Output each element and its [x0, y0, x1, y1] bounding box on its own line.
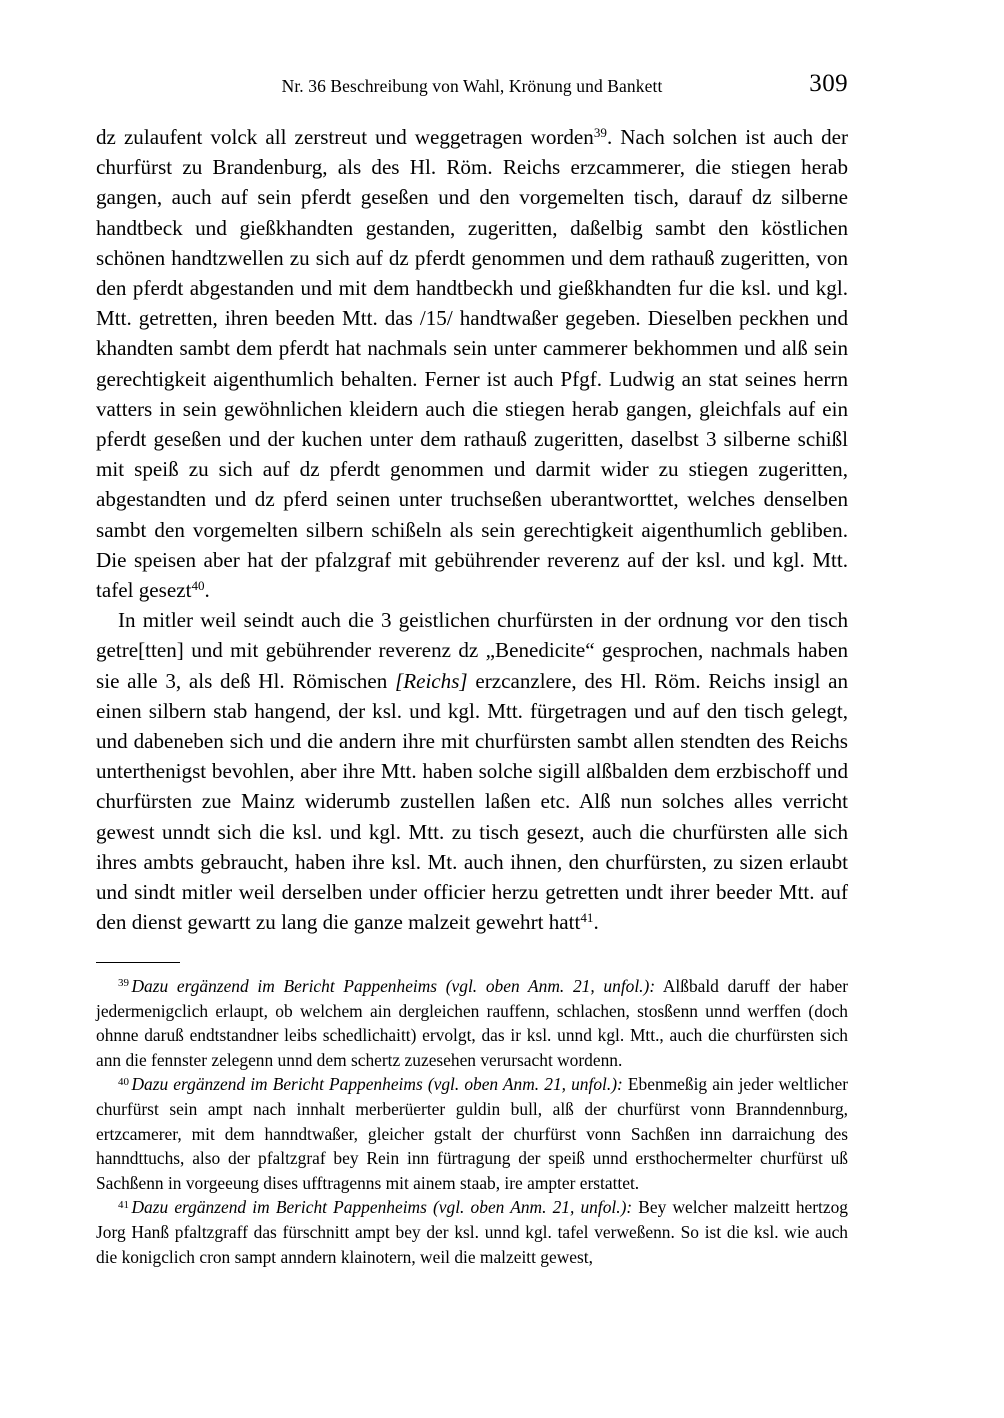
running-head-title: Nr. 36 Beschreibung von Wahl, Krönung und Bankett	[281, 76, 663, 96]
paragraph-2-text-c: .	[593, 910, 599, 935]
page-content	[96, 70, 849, 937]
paragraph-2-text-a: In mitler weil seindt auch die 3 geistlichen churfürsten in der ordnung vor den tisch getre[tten] und mit gebührender reverenz dz „Benedicite“ gesprochen, nachmals haben sie alle 3, als deß Hl. Römischen	[96, 608, 848, 693]
footnote-number-40[interactable]: 40	[118, 1075, 129, 1088]
footnote-39-source: Dazu ergänzend im Bericht Pappenheims (vgl. oben Anm. 21, unfol.):	[131, 976, 656, 996]
footnote-39-text: Alßbald daruff der haber jedermenigclich erlaupt, ob welchem ain dergleichen rauffenn, schlachen, stosßenn unnd werffen (doch ohnne daruß endtstandner leibs schedlichaitt) ervolgt, das ir ksl. unnd kgl. Mtt., auch die churfürsten sich ann die fennster zelegenn unnd dem schertz zuzesehen verursacht wordenn.	[96, 976, 848, 1070]
footnote-40-text: Ebenmeßig ain jeder weltlicher churfürst sein ampt nach innhalt merberüerter guldin bull, alß der churfürst vonn Branndennburg, ertzcamerer, mit dem hanndtwaßer, gleicher gstalt der churfürst vonn Sachßen inn darraichung des hanndttuchs, also der pfaltzgraf bey Rein inn fürtragung der speiß unnd ersthochermelter churfürst uß Sachßenn in vorgeeung dises ufftragenns mit ainem staab, ire ampter erstattet.	[96, 1074, 848, 1193]
footnote-reference-40[interactable]: 40	[191, 578, 205, 594]
paragraph-2-text-b: erzcanzlere, des Hl. Röm. Reichs insigl an einen silbern stab hangend, der ksl. und kgl. Mtt. fürgetragen und auf den tisch gelegt, und dabeneben sich und die andern ihre mit churfürsten sambt allen stendten des Reichs unterthenigst bevohlen, aber ihre Mtt. haben solche sigill alßbalden dem erzbischoff und churfürsten zue Mainz widerumb zustellen laßen etc. Alß nun solches alles verricht gewest unndt sich die ksl. und kgl. Mtt. zu tisch gesezt, auch die churfürsten alle sich ihres ambts gebraucht, haben ihre ksl. Mt. auch ihnen, den churfürsten, zu sizen erlaubt und sindt mitler weil derselben under officier herzu getretten undt ihrer beeder Mtt. auf den dienst gewartt zu lang die ganze malzeit gewehrt hatt	[96, 668, 849, 935]
editorial-insertion-reichs: [Reichs]	[394, 668, 468, 693]
footnote-41-source: Dazu ergänzend im Bericht Pappenheims (vgl. oben Anm. 21, unfol.):	[131, 1197, 633, 1218]
paragraph-1-text-b: . Nach solchen ist auch der churfürst zu Brandenburg, als des Hl. Röm. Reichs erzcammerer, die stiegen herab gangen, auch auf sein pferdt geseßen und den vorgemelten tisch, darauf dz silberne handtbeck und gießkhandten gestanden, zugeritten, daßelbig sambt den köstlichen schönen handtzwellen zu sich auf dz pferdt genommen und dem rathauß zugeritten, von den pferdt abgestanden und mit dem handtbeckh und gießkhandten fur die ksl. und kgl. Mtt. getretten, ihren beeden Mtt. das /15/ handtwaßer gegeben. Dieselben peckhen und khandten sambt dem pferdt hat nachmals sein unter cammerer bekhommen und alß sein gerechtigkeit aigenthumlich behalten. Ferner ist auch Pfgf. Ludwig an stat seines herrn vatters in sein gewöhnlichen kleidern auch die stiegen herab gangen, gleichfals auf ein pferdt geseßen und der kuchen unter dem rathauß zugeritten, daselbst 3 silberne schißl mit speiß zu sich auf dz pferdt genommen und darmit wider zu stiegen zugeritten, abgestandten und dz pferd seinen unter truchseßen uberantworttet, welches denselben sambt den vorgemelten silbern schißeln als sein gerechtigkeit aigenthumlich gebliben. Die speisen aber hat der pfalzgraf mit gebührender reverenz auf der ksl. und kgl. Mtt. tafel gesezt	[96, 125, 849, 603]
paragraph-2	[96, 605, 848, 937]
footnote-number-41[interactable]: 41	[118, 1198, 129, 1211]
body-text	[96, 122, 848, 937]
footnote-40	[96, 1072, 848, 1195]
footnote-number-39[interactable]: 39	[118, 977, 129, 990]
running-header	[96, 70, 848, 108]
footnote-reference-41[interactable]: 41	[580, 910, 594, 926]
page-number: 309	[809, 70, 848, 97]
footnote-39	[96, 974, 848, 1072]
footnote-reference-39[interactable]: 39	[593, 125, 607, 141]
footnote-40-source: Dazu ergänzend im Bericht Pappenheims (vgl. oben Anm. 21, unfol.):	[131, 1074, 623, 1095]
footnote-41	[96, 1195, 848, 1269]
paragraph-1-text-c: .	[204, 578, 210, 603]
footnote-41-text: Bey welcher malzeitt hertzog Jorg Hanß pfaltzgraff das fürschnitt ampt bey der ksl. unnd kgl. tafel verweßenn. So ist die ksl. wie auch die konigclich cron sampt anndern klainotern, weil die malzeitt gewest,	[96, 1197, 848, 1267]
footnote-separator-rule	[96, 962, 180, 963]
paragraph-1-text-a: dz zulaufent volck all zerstreut und weggetragen worden	[96, 125, 594, 149]
paragraph-1	[96, 122, 848, 605]
footnotes-section	[96, 962, 848, 1269]
